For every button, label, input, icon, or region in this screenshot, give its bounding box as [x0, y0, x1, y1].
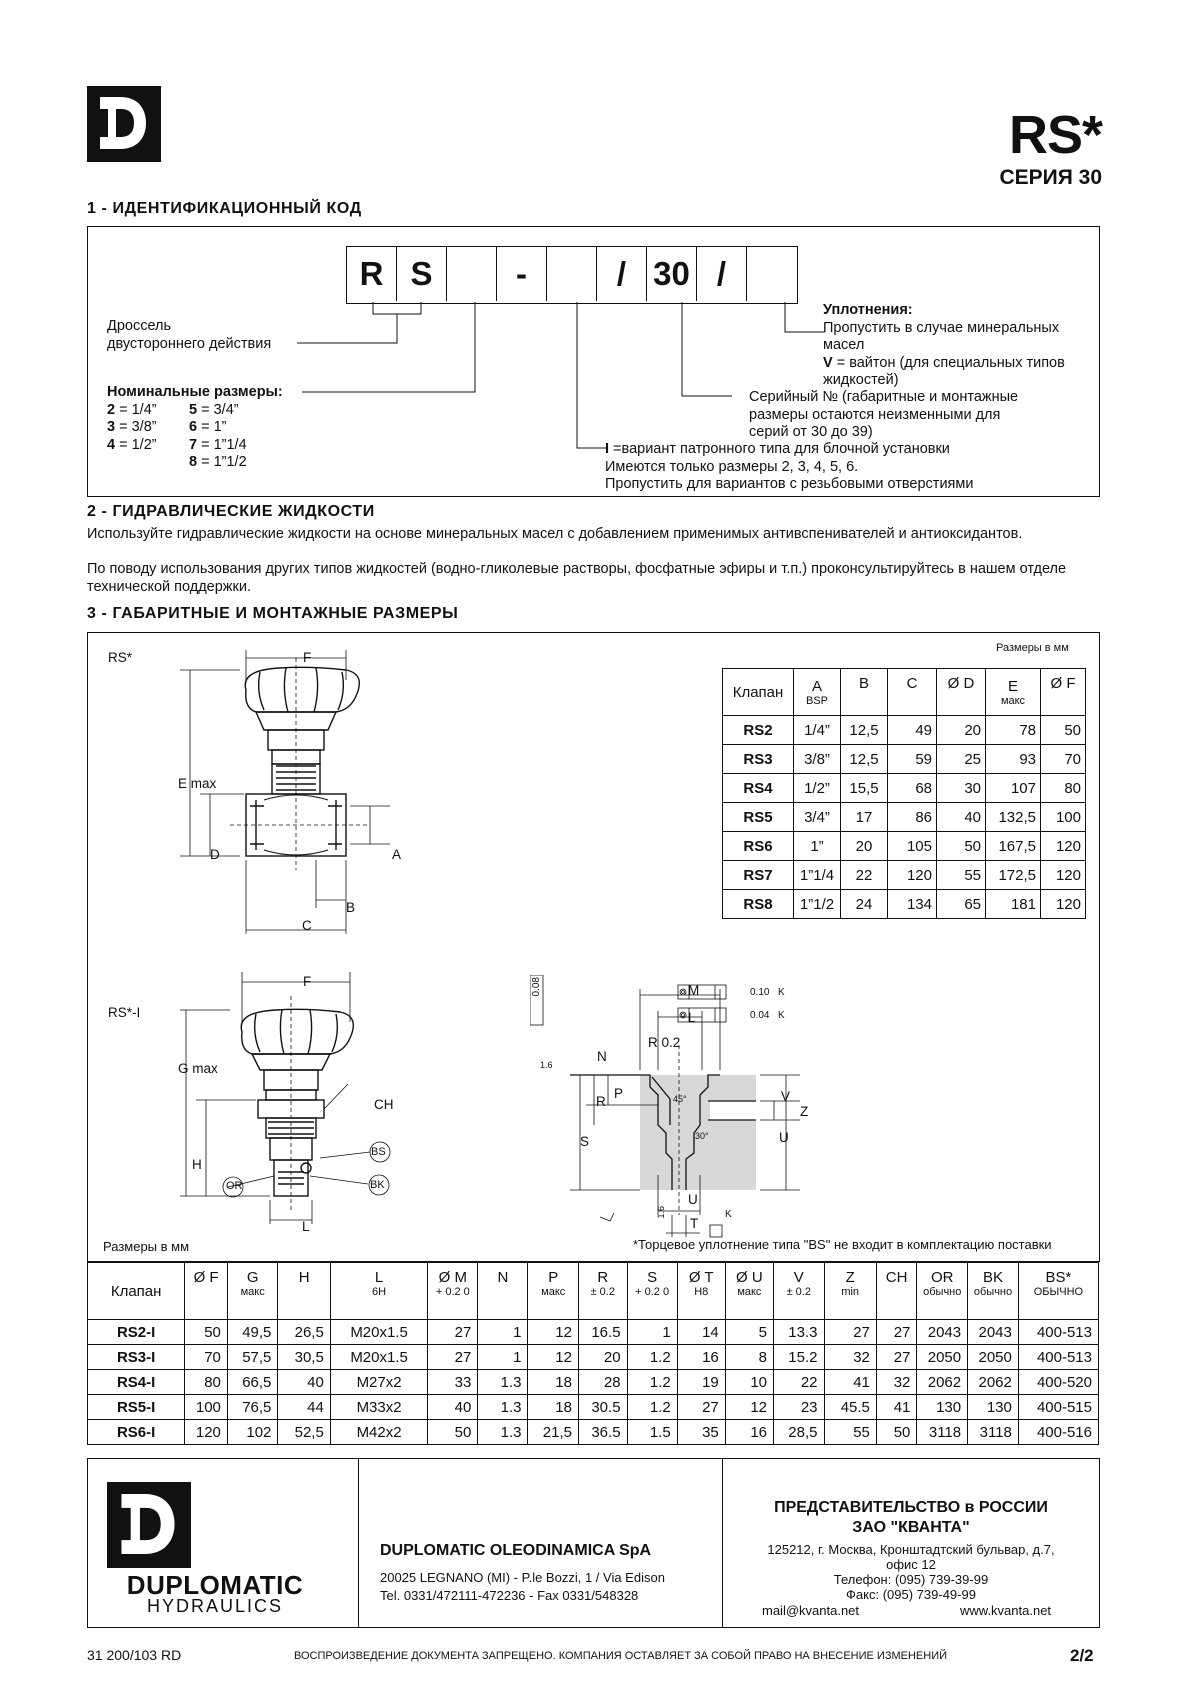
code-cell: / — [697, 247, 747, 301]
table-cell: 80 — [1041, 774, 1086, 803]
table-cell: 80 — [185, 1370, 228, 1395]
table-cell: 86 — [888, 803, 937, 832]
fig3-tol-2: 0.04 — [750, 1010, 770, 1021]
table-cell: 41 — [824, 1370, 876, 1395]
table-row — [723, 832, 1086, 861]
d-logo-icon — [121, 1494, 175, 1554]
table-cell: 52,5 — [278, 1420, 330, 1445]
code-cell: - — [497, 247, 547, 301]
table-cell: 14 — [677, 1320, 725, 1345]
valve-model-cell: RS2 — [723, 716, 794, 745]
table-cell: 28,5 — [774, 1420, 825, 1445]
table-cell: 17 — [841, 803, 888, 832]
table-header-cell: H — [278, 1263, 330, 1320]
table-cell: 172,5 — [986, 861, 1041, 890]
section3-heading: 3 - ГАБАРИТНЫЕ И МОНТАЖНЫЕ РАЗМЕРЫ — [87, 605, 459, 622]
table-cell: 400-515 — [1018, 1395, 1098, 1420]
table-cell: 21,5 — [528, 1420, 579, 1445]
fig3-dim-u-right: U — [779, 1130, 789, 1145]
table-cell: 400-520 — [1018, 1370, 1098, 1395]
fig1-dim-e: E max — [178, 776, 217, 791]
brand-name: DUPLOMATIC — [126, 1570, 304, 1600]
table-cell: 55 — [824, 1420, 876, 1445]
fig2-or-label: OR — [226, 1180, 243, 1192]
table-cell: 49,5 — [227, 1320, 278, 1345]
table-cell: 1 — [478, 1345, 528, 1370]
sizes-block: Номинальные размеры: 2 = 1/4” 5 = 3/4” 3 = 3/8” 6 = 1” 4 = 1/2” 7 = 1”1/4 8 = 1”1/2 — [107, 384, 283, 470]
doc-code: 31 200/103 RD — [87, 1647, 182, 1663]
table-header-cell: G макс — [227, 1263, 278, 1320]
company-address: 20025 LEGNANO (MI) - P.le Bozzi, 1 / Via Edison — [380, 1570, 665, 1585]
table-header-cell: OR обычно — [917, 1263, 968, 1320]
fig1-dim-b: B — [346, 900, 356, 915]
table-cell: 19 — [677, 1370, 725, 1395]
table-cell: 40 — [937, 803, 986, 832]
section2-heading: 2 - ГИДРАВЛИЧЕСКИЕ ЖИДКОСТИ — [87, 503, 375, 520]
fig3-radius: R 0.2 — [648, 1035, 681, 1050]
table-cell: 41 — [876, 1395, 916, 1420]
rep-address: 125212, г. Москва, Кронштадтский бульвар, д.7, офис 12 Телефон: (095) 739-39-99 Факс: (095) 739-49-99 — [767, 1542, 1055, 1602]
table-cell: 50 — [428, 1420, 478, 1445]
fig3-datum-k-1: K — [778, 987, 785, 998]
table-cell: 32 — [824, 1345, 876, 1370]
fig3-angle-30: 30° — [695, 1131, 709, 1141]
table-cell: 78 — [986, 716, 1041, 745]
table-cell: 105 — [888, 832, 937, 861]
section1-heading: 1 - ИДЕНТИФИКАЦИОННЫЙ КОД — [87, 200, 362, 217]
code-cell: 30 — [647, 247, 697, 301]
table-row — [723, 803, 1086, 832]
table-cell: 102 — [227, 1420, 278, 1445]
table-cell: 400-516 — [1018, 1420, 1098, 1445]
table-cell: 1.3 — [478, 1420, 528, 1445]
table-cell: 50 — [1041, 716, 1086, 745]
table-header-cell: L 6H — [330, 1263, 428, 1320]
page-number: 2/2 — [1070, 1646, 1094, 1665]
table-cell: 1.2 — [627, 1345, 677, 1370]
table-cell: 400-513 — [1018, 1320, 1098, 1345]
table-cell: 25 — [937, 745, 986, 774]
table-cell: 20 — [841, 832, 888, 861]
table-cell: 2062 — [968, 1370, 1019, 1395]
fig3-flatness: 0.08 — [531, 977, 542, 997]
table-cell: 400-513 — [1018, 1345, 1098, 1370]
valve-model-cell: RS6 — [723, 832, 794, 861]
table-cell: 120 — [888, 861, 937, 890]
table-header-cell: S + 0.2 0 — [627, 1263, 677, 1320]
company-phone: Tel. 0331/472111-472236 - Fax 0331/548328 — [380, 1588, 639, 1603]
disclaimer: ВОСПРОИЗВЕДЕНИЕ ДОКУМЕНТА ЗАПРЕЩЕНО. КОМПАНИЯ ОСТАВЛЯЕТ ЗА СОБОЙ ПРАВО НА ВНЕСЕНИЕ ИЗМЕНЕНИЙ — [294, 1650, 948, 1662]
table-header-cell: BS* ОБЫЧНО — [1018, 1263, 1098, 1320]
rs-dimensions-table: Клапан A BSP B C Ø D E макс Ø F RS2 1/4” 12,5 49 20 78 50 RS3 3/8” 12,5 59 25 93 70 RS4 1/2” 15,5 68 30 107 80 RS5 3/4” 17 86 40 132,5 100 RS6 1” 20 105 50 167,5 120 RS7 1”1/4 22 120 55 172,5 120 RS8 1”1/2 24 134 65 181 120 — [722, 668, 1086, 919]
code-cell: R — [347, 247, 397, 301]
table-header-cell: V ± 0.2 — [774, 1263, 825, 1320]
table-cell: 107 — [986, 774, 1041, 803]
table-header-cell: Ø T H8 — [677, 1263, 725, 1320]
table-cell: 30 — [937, 774, 986, 803]
valve-model-cell: RS4-I — [88, 1370, 185, 1395]
table-header-cell: N — [478, 1263, 528, 1320]
table-cell: M33x2 — [330, 1395, 428, 1420]
table-cell: 16.5 — [578, 1320, 627, 1345]
valve-model-cell: RS8 — [723, 890, 794, 919]
table-cell: 27 — [428, 1320, 478, 1345]
table-cell: 16 — [725, 1420, 773, 1445]
valve-model-cell: RS7 — [723, 861, 794, 890]
table-cell: 20 — [578, 1345, 627, 1370]
fig3-dim-s: S — [580, 1134, 590, 1149]
table-cell: 1.3 — [478, 1370, 528, 1395]
table-cell: 120 — [185, 1420, 228, 1445]
table-cell: 15.2 — [774, 1345, 825, 1370]
table-cell: 181 — [986, 890, 1041, 919]
table-cell: 2043 — [968, 1320, 1019, 1345]
fig1-dim-f: F — [303, 650, 312, 665]
table-row — [88, 1395, 1099, 1420]
fig2-bk-label: BK — [370, 1179, 385, 1191]
table-cell: 28 — [578, 1370, 627, 1395]
fig1-dim-c: C — [302, 918, 312, 933]
units-label: Размеры в мм — [996, 642, 1069, 654]
table-cell: M27x2 — [330, 1370, 428, 1395]
table-cell: 40 — [278, 1370, 330, 1395]
fig3-dim-p: P — [614, 1086, 624, 1101]
table-cell: 32 — [876, 1370, 916, 1395]
table-cell: 12 — [725, 1395, 773, 1420]
table-cell: 18 — [528, 1370, 579, 1395]
table-cell: 12 — [528, 1345, 579, 1370]
table-cell: 3/8” — [794, 745, 841, 774]
table-cell: 1”1/4 — [794, 861, 841, 890]
table-cell: 50 — [185, 1320, 228, 1345]
rep-email[interactable]: mail@kvanta.net — [762, 1603, 860, 1618]
table-row — [88, 1370, 1099, 1395]
table-cell: 24 — [841, 890, 888, 919]
fig2-dim-h: H — [192, 1157, 202, 1172]
table-cell: 66,5 — [227, 1370, 278, 1395]
table-cell: 49 — [888, 716, 937, 745]
fig3-datum-k-2: K — [778, 1010, 785, 1021]
table-cell: 59 — [888, 745, 937, 774]
rs-i-dimensions-table — [87, 1262, 1099, 1445]
table-header-cell: P макс — [528, 1263, 579, 1320]
fig2-dim-g: G max — [178, 1061, 218, 1076]
table-header-cell: Z min — [824, 1263, 876, 1320]
table-row — [88, 1320, 1099, 1345]
table-cell: 120 — [1041, 890, 1086, 919]
cavity-drawing — [530, 975, 830, 1240]
table-cell: 33 — [428, 1370, 478, 1395]
fluids-paragraph-1: Используйте гидравлические жидкости на основе минеральных масел с добавлением применимых антивспенивателей и антиоксидантов. — [87, 526, 1023, 542]
table-cell: 30.5 — [578, 1395, 627, 1420]
table-cell: 12 — [528, 1320, 579, 1345]
table-cell: 8 — [725, 1345, 773, 1370]
table-cell: 1.2 — [627, 1370, 677, 1395]
table-cell: 12,5 — [841, 716, 888, 745]
serial-block: Серийный № (габаритные и монтажные размеры остаются неизменными для серий от 30 до 39) — [749, 389, 1019, 440]
table-cell: 45.5 — [824, 1395, 876, 1420]
valve-model-cell: RS3 — [723, 745, 794, 774]
table-cell: 2050 — [968, 1345, 1019, 1370]
brand-sub: HYDRAULICS — [146, 1596, 284, 1616]
variant-block: I =вариант патронного типа для блочной установки Имеются только размеры 2, 3, 4, 5, 6. Пропустить для вариантов с резьбовыми отверстиями — [605, 441, 974, 492]
d-logo-icon — [100, 97, 146, 149]
table-cell: 68 — [888, 774, 937, 803]
fig2-dim-l: L — [302, 1219, 310, 1234]
table-cell: 22 — [774, 1370, 825, 1395]
table-cell: 50 — [937, 832, 986, 861]
fig2-dim-f: F — [303, 974, 312, 989]
table-cell: 65 — [937, 890, 986, 919]
table-cell: 20 — [937, 716, 986, 745]
valve-model-cell: RS5 — [723, 803, 794, 832]
table-cell: 130 — [968, 1395, 1019, 1420]
table-cell: 1 — [478, 1320, 528, 1345]
table-cell: 2062 — [917, 1370, 968, 1395]
table-cell: 1.2 — [627, 1395, 677, 1420]
page-title: RS* — [1008, 105, 1102, 165]
company-name: DUPLOMATIC OLEODINAMICA SpA — [380, 1542, 652, 1559]
table-cell: M42x2 — [330, 1420, 428, 1445]
fig2-label: RS*-I — [108, 1005, 141, 1020]
footer-logo — [107, 1482, 191, 1568]
table-row — [723, 716, 1086, 745]
table-cell: 40 — [428, 1395, 478, 1420]
table-cell: 27 — [677, 1395, 725, 1420]
valve-model-cell: RS6-I — [88, 1420, 185, 1445]
fig3-dim-l: L — [688, 1010, 696, 1025]
table-cell: 100 — [185, 1395, 228, 1420]
fig2-bs-label: BS — [371, 1146, 386, 1158]
table-cell: 18 — [528, 1395, 579, 1420]
fig3-tol-1: 0.10 — [750, 987, 770, 998]
duplomatic-logo — [87, 86, 161, 162]
table-header-cell: R ± 0.2 — [578, 1263, 627, 1320]
valve-model-cell: RS2-I — [88, 1320, 185, 1345]
table-header-cell: Клапан — [88, 1263, 185, 1320]
table-cell: 93 — [986, 745, 1041, 774]
table-cell: 100 — [1041, 803, 1086, 832]
table-cell: 27 — [876, 1320, 916, 1345]
fluids-paragraph-2: По поводу использования других типов жидкостей (водно-гликолевые растворы, фосфатные эфиры и т.п.) проконсультируйтесь в нашем отделе технической поддержки. — [87, 561, 1067, 595]
table-cell: 5 — [725, 1320, 773, 1345]
fig1-label: RS* — [108, 650, 133, 665]
table-row — [723, 890, 1086, 919]
table-cell: 3118 — [917, 1420, 968, 1445]
table-cell: 2050 — [917, 1345, 968, 1370]
table-cell: 130 — [917, 1395, 968, 1420]
fig1-dim-d: D — [210, 847, 220, 862]
table-cell: 76,5 — [227, 1395, 278, 1420]
valve-model-cell: RS5-I — [88, 1395, 185, 1420]
table-header-cell: Ø U макс — [725, 1263, 773, 1320]
fig3-datum-k-3: K — [725, 1209, 732, 1220]
table-cell: 2043 — [917, 1320, 968, 1345]
fig1-dim-a: A — [392, 847, 402, 862]
fig3-dim-t: T — [690, 1216, 699, 1231]
table-cell: 70 — [1041, 745, 1086, 774]
table-cell: 3/4” — [794, 803, 841, 832]
table-cell: 10 — [725, 1370, 773, 1395]
table-cell: 16 — [677, 1345, 725, 1370]
fig3-dim-u: U — [688, 1192, 698, 1207]
table-cell: 120 — [1041, 861, 1086, 890]
valve-model-cell: RS4 — [723, 774, 794, 803]
seals-block: Уплотнения: Пропустить в случае минеральных масел V = вайтон (для специальных типов жидкостей) — [823, 302, 1065, 388]
table-cell: 167,5 — [986, 832, 1041, 861]
table-cell: 57,5 — [227, 1345, 278, 1370]
table-cell: 50 — [876, 1420, 916, 1445]
table-header-cell: Ø F — [185, 1263, 228, 1320]
valve-model-cell: RS3-I — [88, 1345, 185, 1370]
table-cell: 1 — [627, 1320, 677, 1345]
table-cell: 27 — [876, 1345, 916, 1370]
fig3-dim-m: M — [688, 983, 700, 998]
table-cell: 134 — [888, 890, 937, 919]
table-cell: 26,5 — [278, 1320, 330, 1345]
table-cell: 36.5 — [578, 1420, 627, 1445]
table-cell: 23 — [774, 1395, 825, 1420]
bs-note: *Торцевое уплотнение типа "BS" не входит в комплектацию поставки — [633, 1237, 1052, 1252]
table-cell: M20x1.5 — [330, 1320, 428, 1345]
table-header-cell: CH — [876, 1263, 916, 1320]
table-cell: 22 — [841, 861, 888, 890]
table-cell: 120 — [1041, 832, 1086, 861]
table-cell: 70 — [185, 1345, 228, 1370]
table-cell: 15,5 — [841, 774, 888, 803]
table-cell: 44 — [278, 1395, 330, 1420]
table-row — [723, 745, 1086, 774]
code-cell: S — [397, 247, 447, 301]
rep-website[interactable]: www.kvanta.net — [960, 1603, 1052, 1618]
fig2-dim-ch: CH — [374, 1097, 394, 1112]
table-cell: 27 — [824, 1320, 876, 1345]
table-row — [88, 1345, 1099, 1370]
fig3-roughness-2: 1.6 — [656, 1206, 666, 1219]
code-cell: / — [597, 247, 647, 301]
table-cell: 3118 — [968, 1420, 1019, 1445]
table-cell: 132,5 — [986, 803, 1041, 832]
table-cell: 30,5 — [278, 1345, 330, 1370]
table-cell: 1” — [794, 832, 841, 861]
table-cell: 35 — [677, 1420, 725, 1445]
table-header-cell: Ø M + 0.2 0 — [428, 1263, 478, 1320]
table-cell: 1.5 — [627, 1420, 677, 1445]
units-label-bottom: Размеры в мм — [103, 1239, 190, 1254]
table-row — [88, 1420, 1099, 1445]
rep-title: ПРЕДСТАВИТЕЛЬСТВО в РОССИИ ЗАО "КВАНТА" — [774, 1499, 1048, 1536]
fig3-dim-z: Z — [800, 1104, 809, 1119]
fig3-roughness-1: 1.6 — [540, 1060, 553, 1070]
table-cell: 1.3 — [478, 1395, 528, 1420]
table-cell: 1/4” — [794, 716, 841, 745]
table-row — [723, 774, 1086, 803]
table-cell: 55 — [937, 861, 986, 890]
fig3-angle-45: 45° — [673, 1094, 687, 1104]
throttle-label: Дроссель двустороннего действия — [107, 318, 272, 352]
fig3-dim-r: R — [596, 1094, 606, 1109]
rs-valve-drawing — [160, 650, 450, 940]
table-cell: 1/2” — [794, 774, 841, 803]
fig3-dim-v: V — [781, 1089, 791, 1104]
table-row — [723, 861, 1086, 890]
table-cell: 12,5 — [841, 745, 888, 774]
table-cell: 27 — [428, 1345, 478, 1370]
table-header-cell: BK обычно — [968, 1263, 1019, 1320]
table-cell: 1”1/2 — [794, 890, 841, 919]
series-label: СЕРИЯ 30 — [999, 166, 1102, 189]
table-cell: M20x1.5 — [330, 1345, 428, 1370]
fig3-dim-n: N — [597, 1049, 607, 1064]
table-cell: 13.3 — [774, 1320, 825, 1345]
